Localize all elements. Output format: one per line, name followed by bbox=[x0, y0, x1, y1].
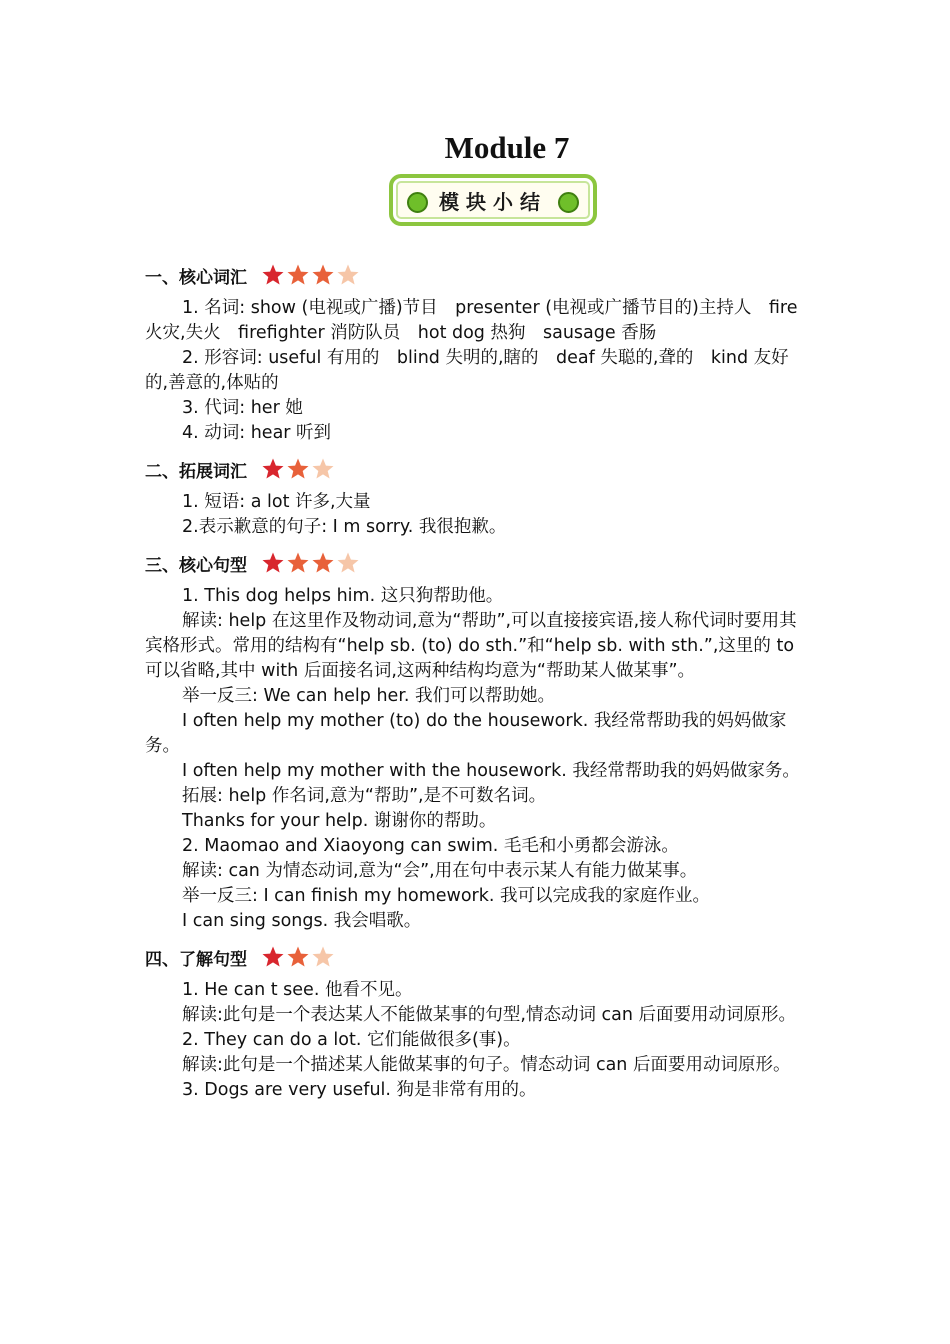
summary-line: 3. Dogs are very useful. 狗是非常有用的。 bbox=[182, 1080, 537, 1100]
star-icon bbox=[286, 551, 310, 575]
summary-line: 举一反三: We can help her. 我们可以帮助她。 bbox=[182, 686, 556, 706]
summary-line: 拓展: help 作名词,意为“帮助”,是不可数名词。 bbox=[182, 786, 547, 806]
page-title: Module 7 bbox=[444, 130, 570, 165]
star-icon bbox=[286, 263, 310, 287]
star-icon bbox=[261, 551, 285, 575]
section-heading-row bbox=[145, 942, 805, 972]
summary-line: 解读: can 为情态动词,意为“会”,用在句中表示某人有能力做某事。 bbox=[182, 861, 698, 881]
section-heading: 三、核心句型 bbox=[145, 555, 247, 576]
star-icon bbox=[336, 551, 360, 575]
green-dot-icon bbox=[407, 192, 428, 213]
difficulty-stars bbox=[261, 551, 361, 575]
star-icon bbox=[311, 551, 335, 575]
summary-line: Thanks for your help. 谢谢你的帮助。 bbox=[182, 811, 497, 831]
section-heading-row bbox=[145, 260, 805, 290]
section-heading: 一、核心词汇 bbox=[145, 267, 247, 288]
star-icon bbox=[336, 263, 360, 287]
summary-line: 2. They can do a lot. 它们能做很多(事)。 bbox=[182, 1030, 521, 1050]
module-summary-badge bbox=[389, 174, 597, 226]
difficulty-stars bbox=[261, 263, 361, 287]
star-icon bbox=[311, 263, 335, 287]
summary-line: 1. This dog helps him. 这只狗帮助他。 bbox=[182, 586, 504, 606]
summary-line: 举一反三: I can finish my homework. 我可以完成我的家庭作业。 bbox=[182, 886, 710, 906]
green-dot-icon bbox=[558, 192, 579, 213]
summary-line: 1. 短语: a lot 许多,大量 bbox=[182, 492, 371, 512]
star-icon bbox=[286, 457, 310, 481]
star-icon bbox=[311, 945, 335, 969]
summary-line: 3. 代词: her 她 bbox=[182, 398, 303, 418]
star-icon bbox=[286, 945, 310, 969]
section-heading-row bbox=[145, 548, 805, 578]
summary-line: 1. He can t see. 他看不见。 bbox=[182, 980, 413, 1000]
summary-line: I can sing songs. 我会唱歌。 bbox=[182, 911, 422, 931]
star-icon bbox=[261, 945, 285, 969]
summary-line: 1. 名词: show (电视或广播)节目 presenter (电视或广播节目的)主持人 fire 火灾,失火 firefighter 消防队员 hot dog 热狗 sausage 香肠 bbox=[145, 298, 798, 343]
summary-line: 解读:此句是一个表达某人不能做某事的句型,情态动词 can 后面要用动词原形。 bbox=[182, 1005, 797, 1025]
difficulty-stars bbox=[261, 457, 336, 481]
star-icon bbox=[261, 263, 285, 287]
summary-content bbox=[145, 258, 805, 1109]
star-icon bbox=[311, 457, 335, 481]
badge-label: 模块小结 bbox=[439, 189, 547, 214]
summary-line: 2. Maomao and Xiaoyong can swim. 毛毛和小勇都会游泳。 bbox=[182, 836, 679, 856]
summary-line: 解读:此句是一个描述某人能做某事的句子。情态动词 can 后面要用动词原形。 bbox=[182, 1055, 791, 1075]
summary-line: 解读: help 在这里作及物动词,意为“帮助”,可以直接接宾语,接人称代词时要用其宾格形式。常用的结构有“help sb. (to) do sth.”和“help sb. with sth.”,这里的 to 可以省略,其中 with 后面接名词,这两种结构均意为“帮助某人做某事”。 bbox=[145, 611, 797, 681]
summary-line: 4. 动词: hear 听到 bbox=[182, 423, 332, 443]
section-heading: 四、了解句型 bbox=[145, 949, 247, 970]
difficulty-stars bbox=[261, 945, 336, 969]
summary-line: 2.表示歉意的句子: I m sorry. 我很抱歉。 bbox=[182, 517, 507, 537]
summary-line: I often help my mother (to) do the housework. 我经常帮助我的妈妈做家务。 bbox=[145, 711, 787, 756]
summary-line: I often help my mother with the housework. 我经常帮助我的妈妈做家务。 bbox=[182, 761, 800, 781]
summary-line: 2. 形容词: useful 有用的 blind 失明的,瞎的 deaf 失聪的,聋的 kind 友好的,善意的,体贴的 bbox=[145, 348, 789, 393]
star-icon bbox=[261, 457, 285, 481]
section-heading: 二、拓展词汇 bbox=[145, 461, 247, 482]
section-heading-row bbox=[145, 454, 805, 484]
